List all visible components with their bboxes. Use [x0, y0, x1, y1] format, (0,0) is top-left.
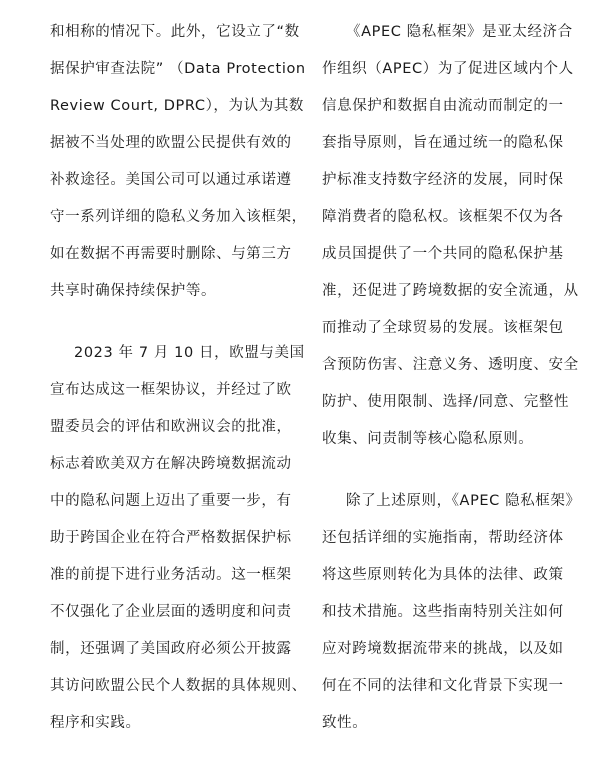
text-line: 成员国提供了一个共同的隐私保护基 [322, 246, 564, 262]
text-line: 标志着欧美双方在解决跨境数据流动 [50, 456, 292, 472]
text-line: 制，还强调了美国政府必须公开披露 [50, 641, 292, 657]
text-line: 收集、问责制等核心隐私原则。 [322, 431, 534, 447]
text-line: 中的隐私问题上迈出了重要一步，有 [50, 493, 292, 509]
text-line: 应对跨境数据流带来的挑战，以及如 [322, 641, 564, 657]
text-line: 其访问欧盟公民个人数据的具体规则、 [50, 678, 307, 694]
text-line: 和技术措施。这些指南特别关注如何 [322, 604, 564, 620]
text-line: 共享时确保持续保护等。 [50, 283, 217, 299]
text-line: 守一系列详细的隐私义务加入该框架， [50, 209, 307, 225]
text-line: 据被不当处理的欧盟公民提供有效的 [50, 135, 292, 151]
text-line: 程序和实践。 [50, 715, 141, 731]
text-line: 防护、使用限制、选择/同意、完整性 [322, 394, 570, 410]
text-line: 补救途径。美国公司可以通过承诺遵 [50, 172, 292, 188]
text-line: 《APEC 隐私框架》是亚太经济合 [346, 24, 573, 40]
text-line: 准，还促进了跨境数据的安全流通，从 [322, 283, 579, 299]
text-line: 障消费者的隐私权。该框架不仅为各 [322, 209, 564, 225]
text-line: 套指导原则，旨在通过统一的隐私保 [322, 135, 564, 151]
text-line: 准的前提下进行业务活动。这一框架 [50, 567, 292, 583]
text-line: 和相称的情况下。此外，它设立了“数 [50, 24, 300, 40]
text-line: 据保护审查法院” （Data Protection [50, 61, 306, 77]
text-line: 作组织（APEC）为了促进区域内个人 [322, 61, 574, 77]
text-line: Review Court, DPRC），为认为其数 [50, 98, 305, 114]
text-line: 含预防伤害、注意义务、透明度、安全 [322, 357, 579, 373]
text-line: 而推动了全球贸易的发展。该框架包 [322, 320, 564, 336]
text-line: 助于跨国企业在符合严格数据保护标 [50, 530, 292, 546]
text-line: 2023 年 7 月 10 日，欧盟与美国 [74, 345, 305, 361]
text-line: 如在数据不再需要时删除、与第三方 [50, 246, 292, 262]
text-line: 致性。 [322, 715, 368, 731]
text-line: 不仅强化了企业层面的透明度和问责 [50, 604, 292, 620]
text-line: 除了上述原则，《APEC 隐私框架》 [346, 493, 581, 509]
text-line: 护标准支持数字经济的发展，同时保 [322, 172, 564, 188]
text-line: 信息保护和数据自由流动而制定的一 [322, 98, 564, 114]
text-line: 宣布达成这一框架协议，并经过了欧 [50, 382, 292, 398]
text-line: 还包括详细的实施指南，帮助经济体 [322, 530, 564, 546]
text-line: 何在不同的法律和文化背景下实现一 [322, 678, 564, 694]
text-line: 盟委员会的评估和欧洲议会的批准， [50, 419, 292, 435]
text-line: 将这些原则转化为具体的法律、政策 [322, 567, 564, 583]
